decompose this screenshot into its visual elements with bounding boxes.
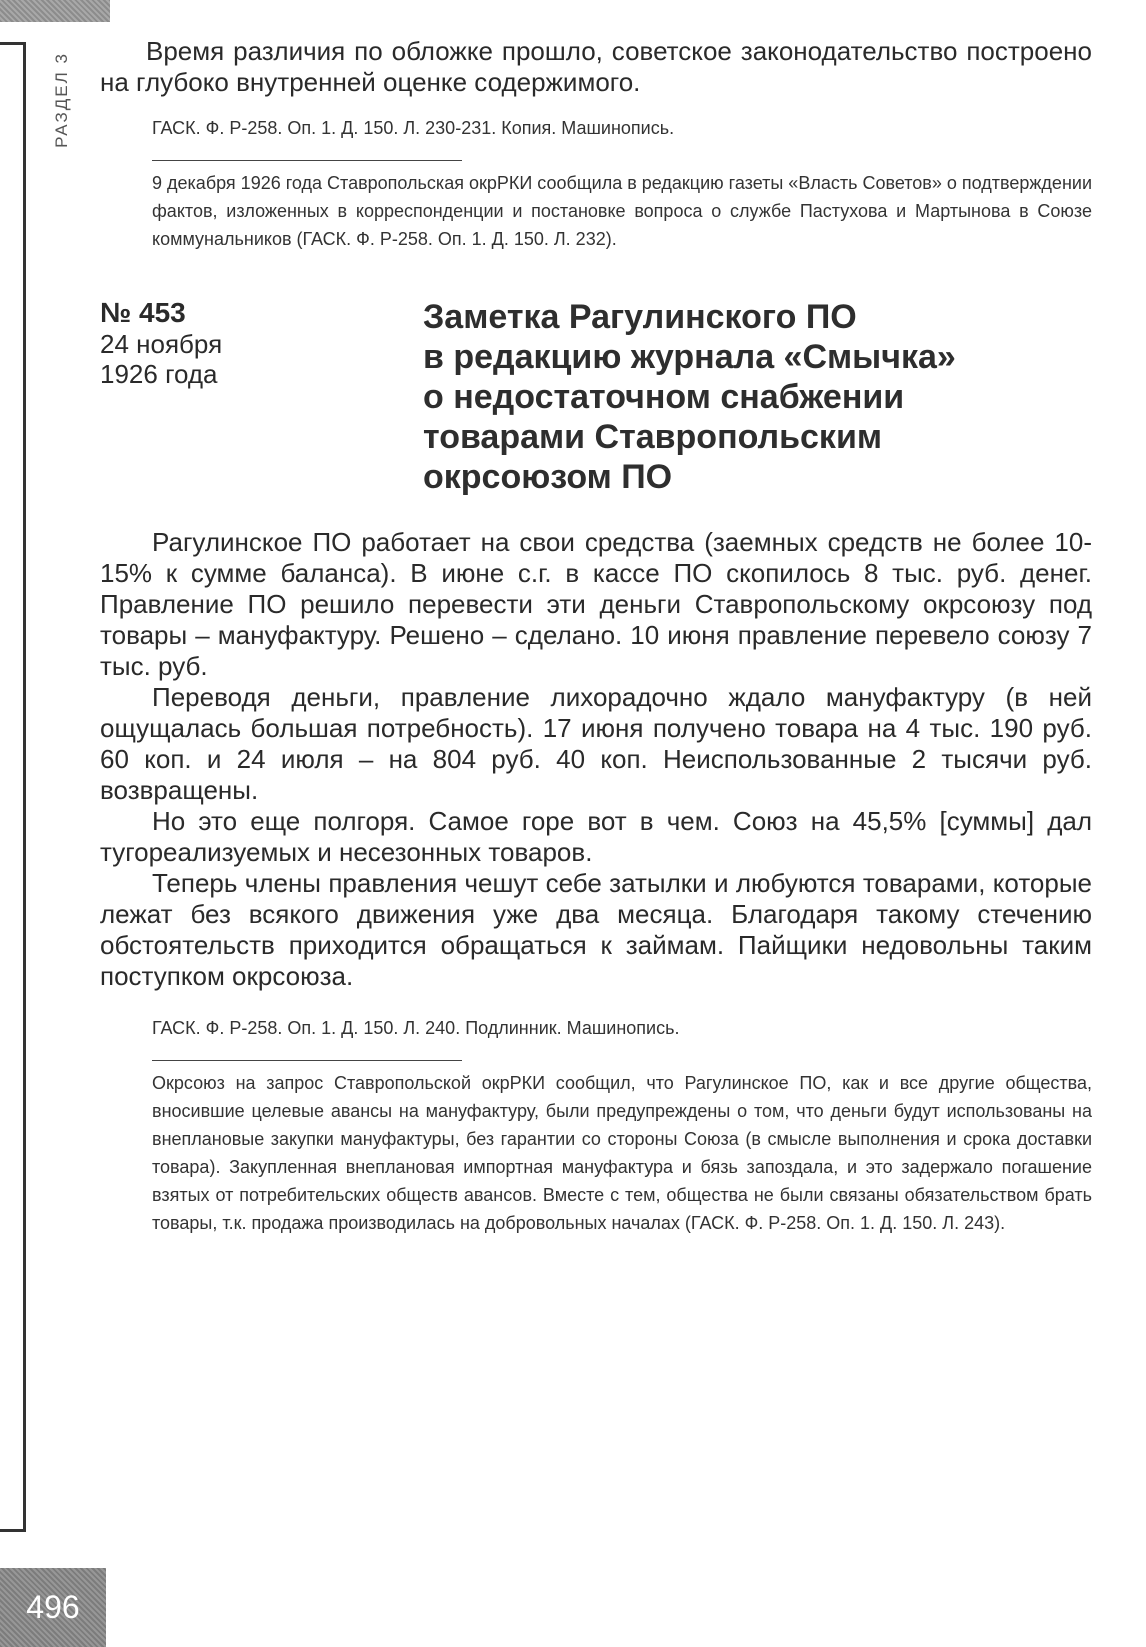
- previous-editorial-note: 9 декабря 1926 года Ставропольская окрРКИ сообщила в редакцию газеты «Власть Советов» о подтверждении фактов, изложенных в корреспонденции и постановке вопроса о службе Пастухова и Мартынова в Союзе коммунальников (ГАСК. Ф. Р-258. Оп. 1. Д. 150. Л. 232).: [152, 173, 1092, 249]
- document-meta: [100, 297, 423, 497]
- document-date-day: 24 ноября: [100, 329, 223, 359]
- document-title-line: о недостаточном снабжении: [423, 378, 905, 416]
- document-title: [423, 297, 956, 497]
- left-margin-bracket: [0, 42, 26, 1532]
- document-body: [100, 527, 1092, 992]
- footnote-rule: [152, 160, 462, 161]
- page-content: [100, 36, 1092, 1237]
- document-title-line: Заметка Рагулинского ПО: [423, 298, 857, 336]
- document-heading: [100, 297, 1092, 497]
- body-paragraph: Переводя деньги, правление лихорадочно ждало мануфактуру (в ней ощущалась большая потребность). 17 июня получено товара на 4 тыс. 190 руб. 60 коп. и 24 июля – на 804 руб. 40 коп. Неиспользованные 2 тысячи руб. возвращены.: [100, 682, 1092, 805]
- body-paragraph: Рагулинское ПО работает на свои средства (заемных средств не более 10-15% к сумме баланса). В июне с.г. в кассе ПО скопилось 8 тыс. руб. денег. Правление ПО решило перевести эти деньги Ставропольскому окрсоюзу под товары – мануфактуру. Решено – сделано. 10 июня правление перевело союзу 7 тыс. руб.: [100, 527, 1092, 681]
- page-number-box: [0, 1568, 106, 1647]
- section-label: РАЗДЕЛ 3: [52, 52, 71, 148]
- document-title-line: окрсоюзом ПО: [423, 458, 673, 496]
- top-decorative-tab: [0, 0, 110, 22]
- document-number: № 453: [100, 297, 186, 328]
- body-paragraph: Но это еще полгоря. Самое горе вот в чем. Союз на 45,5% [суммы] дал тугореализуемых и несезонных товаров.: [100, 806, 1092, 867]
- body-paragraph: Теперь члены правления чешут себе затылки и любуются товарами, которые лежат без всякого движения уже два месяца. Благодаря такому стечению обстоятельств приходится обращаться к займам. Пайщики недовольны таким поступком окрсоюза.: [100, 868, 1092, 991]
- document-editorial-note: Окрсоюз на запрос Ставропольской окрРКИ сообщил, что Рагулинское ПО, как и все другие общества, вносившие целевые авансы на мануфактуру, были предупреждены о том, что деньги будут использованы на внеплановые закупки мануфактуры, без гарантии со стороны Союза (в смысле выполнения и срока доставки товара). Закупленная внеплановая импортная мануфактура и бязь запоздала, и это задержало погашение взятых от потребительских обществ авансов. Вместе с тем, общества не были связаны обязательством брать товары, т.к. продажа производилась на добровольных началах (ГАСК. Ф. Р-258. Оп. 1. Д. 150. Л. 243).: [152, 1073, 1092, 1233]
- document-title-line: товарами Ставропольским: [423, 418, 882, 456]
- document-date-year: 1926 года: [100, 359, 218, 389]
- footnote-rule: [152, 1060, 462, 1061]
- document-archive-source: ГАСК. Ф. Р-258. Оп. 1. Д. 150. Л. 240. Подлинник. Машинопись.: [152, 1018, 680, 1038]
- page-number: 496: [26, 1589, 80, 1625]
- previous-document-paragraph: Время различия по обложке прошло, советское законодательство построено на глубоко внутренней оценке содержимого.: [100, 36, 1092, 97]
- previous-archive-source: ГАСК. Ф. Р-258. Оп. 1. Д. 150. Л. 230-231. Копия. Машинопись.: [152, 118, 675, 138]
- document-title-line: в редакцию журнала «Смычка»: [423, 338, 956, 376]
